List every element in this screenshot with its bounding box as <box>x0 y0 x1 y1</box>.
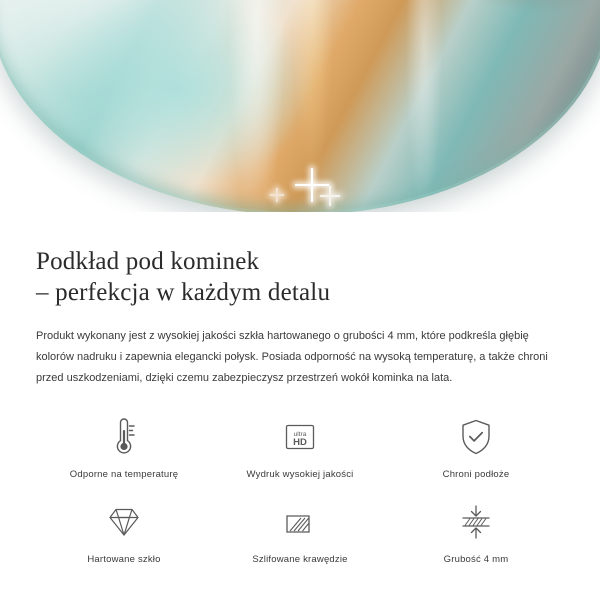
svg-text:HD: HD <box>293 437 307 448</box>
feature-item <box>36 500 212 565</box>
feature-label: Chroni podłoże <box>442 469 510 480</box>
feature-grid <box>36 415 564 565</box>
headline-line-1: Podkład pod kominek <box>36 248 260 275</box>
hero-abstract-marble-graphic <box>0 0 600 212</box>
headline-line-2: – perfekcja w każdym detalu <box>36 279 331 306</box>
thickness-arrows-icon <box>455 500 497 544</box>
feature-item <box>388 415 564 480</box>
page-title <box>36 246 564 308</box>
feature-item <box>388 500 564 565</box>
thermometer-icon <box>107 415 141 459</box>
svg-text:ultra: ultra <box>293 431 307 438</box>
feature-label: Grubość 4 mm <box>443 554 509 565</box>
feature-label: Odporne na temperaturę <box>69 469 179 480</box>
polished-edges-icon <box>279 500 321 544</box>
feature-item <box>212 500 388 565</box>
feature-item <box>212 415 388 480</box>
feature-item <box>36 415 212 480</box>
feature-label: Hartowane szkło <box>87 554 161 565</box>
diamond-icon <box>102 500 146 544</box>
body-paragraph: Produkt wykonany jest z wysokiej jakości szkła hartowanego o grubości 4 mm, które podkreśla głębię kolorów nadruku i zapewnia elegancki połysk. Posiada odporność na wysoką temperaturę, a także chroni przed uszkodzeniami, dzięki czemu zabezpieczysz przestrzeń wokół kominka na lata. <box>36 330 548 384</box>
shield-check-icon <box>456 415 496 459</box>
ultra-hd-icon <box>280 415 320 459</box>
content-area <box>0 212 600 565</box>
hero-image <box>0 0 600 212</box>
feature-label: Szlifowane krawędzie <box>252 554 348 565</box>
feature-label: Wydruk wysokiej jakości <box>246 469 354 480</box>
